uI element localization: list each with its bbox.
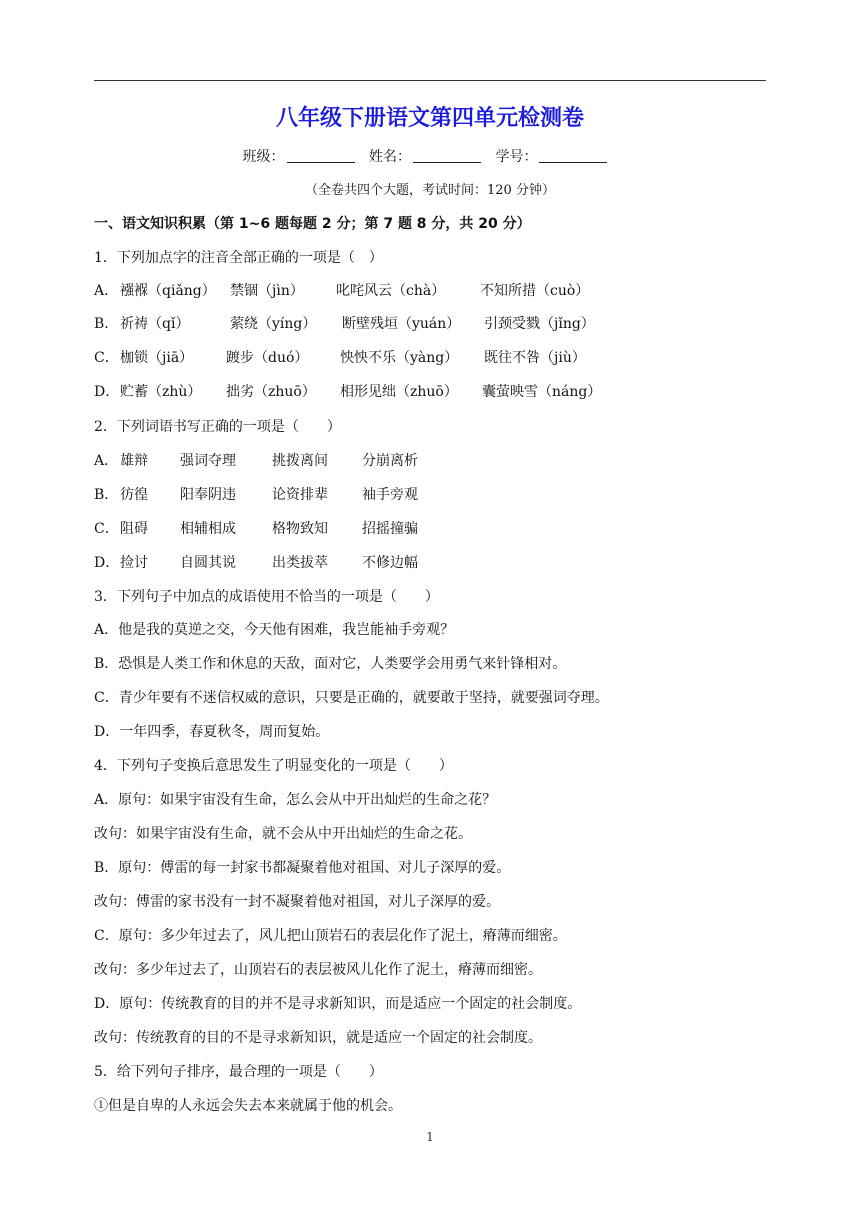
option-item: 强词夺理 [180,453,236,469]
option-label: D． [94,384,120,400]
option-item: 袖手旁观 [362,487,418,503]
number-blank[interactable] [539,148,607,163]
option-item: 捡讨 [120,555,148,571]
question-1-option-d [94,383,766,401]
option-item: 阳奉阴违 [180,487,236,503]
option-item: 阻碍 [120,521,148,537]
class-blank[interactable] [287,148,355,163]
student-info-line [0,146,860,166]
option-item: 襁褓（qiǎng） [120,283,216,299]
question-3-option-b: B．恐惧是人类工作和休息的天敌，面对它，人类要学会用勇气来针锋相对。 [94,656,567,672]
option-label: A． [94,283,119,299]
option-item: 不修边幅 [362,555,418,571]
class-label: 班级： [242,149,285,165]
name-label: 姓名： [369,149,411,165]
option-item: 格物致知 [272,521,328,537]
question-4-d-original: D．原句：传统教育的目的并不是寻求新知识，而是适应一个固定的社会制度。 [94,996,582,1012]
question-4-a-original: A．原句：如果宇宙没有生命，怎么会从中开出灿烂的生命之花？ [94,792,497,808]
exam-note: （全卷共四个大题，考试时间：120 分钟） [305,183,555,198]
section-heading: 一、语文知识积累（第 1~6 题每题 2 分；第 7 题 8 分，共 20 分） [94,216,531,232]
question-2-option-a [94,452,766,470]
question-1-option-b [94,315,766,333]
question-2-stem: 2．下列词语书写正确的一项是（ ） [94,419,341,435]
option-item: 叱咤风云（chà） [336,283,446,299]
option-item: 断壁残垣（yuán） [342,316,461,332]
option-label: D． [94,555,120,571]
option-item: 祈祷（qǐ） [120,316,190,332]
question-5-sentence-1: ①但是自卑的人永远会失去本来就属于他的机会。 [94,1098,402,1114]
option-item: 挑拨离间 [272,453,328,469]
question-4-c-original: C．原句：多少年过去了，风儿把山顶岩石的表层化作了泥土，瘠薄而细密。 [94,928,567,944]
option-label: A． [94,453,119,469]
option-item: 囊萤映雪（náng） [482,384,602,400]
option-item: 相形见绌（zhuō） [340,384,458,400]
option-item: 引颈受戮（jǐng） [484,316,595,332]
number-label: 学号： [495,149,538,165]
option-label: B． [94,487,119,503]
option-item: 萦绕（yíng） [230,316,317,332]
question-3-option-c: C．青少年要有不迷信权威的意识，只要是正确的，就要敢于坚持，就要强词夺理。 [94,690,609,706]
option-label: C． [94,521,119,537]
question-3-option-a: A．他是我的莫逆之交，今天他有困难，我岂能袖手旁观？ [94,622,455,638]
option-item: 贮蓄（zhù） [120,384,202,400]
question-1-stem: 1．下列加点字的注音全部正确的一项是（ ） [94,250,383,266]
question-1-option-c [94,349,766,367]
option-label: B． [94,316,119,332]
question-3-stem: 3．下列句子中加点的成语使用不恰当的一项是（ ） [94,589,439,605]
option-label: C． [94,350,119,366]
name-blank[interactable] [413,148,481,163]
option-item: 相辅相成 [180,521,236,537]
question-5-stem: 5．给下列句子排序，最合理的一项是（ ） [94,1064,383,1080]
question-4-d-revised: 改句：传统教育的目的不是寻求新知识，就是适应一个固定的社会制度。 [94,1030,542,1046]
option-item: 彷徨 [120,487,148,503]
option-item: 招摇撞骗 [362,521,418,537]
option-item: 论资排辈 [272,487,328,503]
option-item: 怏怏不乐（yàng） [340,350,459,366]
header-rule [94,80,766,81]
option-item: 不知所措（cuò） [480,283,590,299]
question-4-c-revised: 改句：多少年过去了，山顶岩石的表层被风儿化作了泥土，瘠薄而细密。 [94,962,542,978]
question-1-option-a [94,282,766,300]
question-4-a-revised: 改句：如果宇宙没有生命，就不会从中开出灿烂的生命之花。 [94,826,472,842]
question-4-b-original: B．原句：傅雷的每一封家书都凝聚着他对祖国、对儿子深厚的爱。 [94,860,511,876]
option-item: 禁锢（jìn） [230,283,304,299]
question-4-b-revised: 改句：傅雷的家书没有一封不凝聚着他对祖国，对儿子深厚的爱。 [94,894,500,910]
question-2-option-c [94,520,766,538]
page-title: 八年级下册语文第四单元检测卷 [275,106,584,131]
option-item: 踱步（duó） [226,350,309,366]
option-item: 出类拔萃 [272,555,328,571]
question-2-option-d [94,554,766,572]
question-4-stem: 4．下列句子变换后意思发生了明显变化的一项是（ ） [94,758,453,774]
option-item: 既往不咎（jiù） [484,350,586,366]
option-item: 分崩离析 [362,453,418,469]
option-item: 自圆其说 [180,555,236,571]
option-item: 雄辩 [120,453,148,469]
page-number: 1 [426,1130,434,1144]
option-item: 枷锁（jiā） [120,350,194,366]
question-3-option-d: D．一年四季，春夏秋冬，周而复始。 [94,724,330,740]
question-2-option-b [94,486,766,504]
option-item: 拙劣（zhuō） [226,384,316,400]
